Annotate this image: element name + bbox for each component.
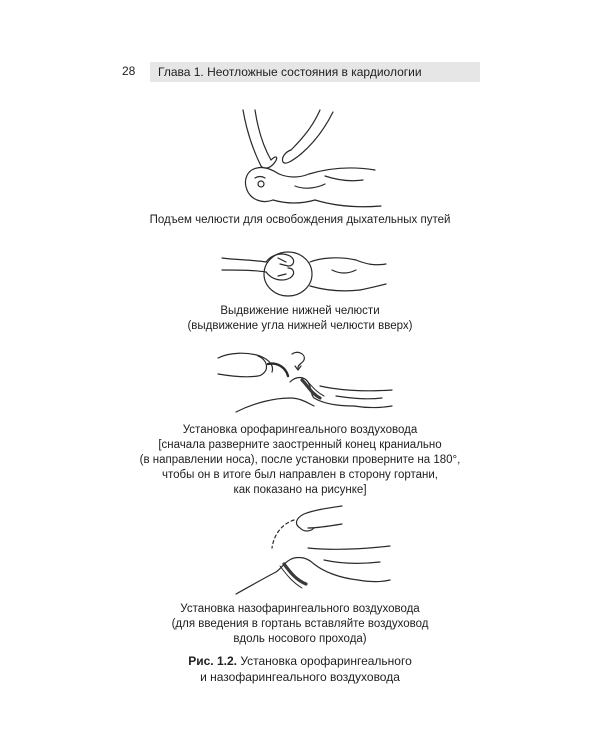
figure-caption — [100, 653, 500, 685]
caption-line: (в направлении носа), после установки проверните на 180°, — [139, 454, 461, 466]
caption-jaw-lift — [100, 213, 500, 228]
caption-line: вдоль носового прохода) — [233, 633, 367, 645]
illustration-jaw-lift — [225, 108, 385, 213]
caption-nasopharyngeal — [100, 602, 500, 647]
caption-oropharyngeal — [100, 423, 500, 498]
chapter-title: Глава 1. Неотложные состояния в кардиологии — [158, 65, 422, 79]
figure-caption-line1: Установка орофарингеального — [240, 654, 412, 668]
figure-label: Рис. 1.2. — [188, 654, 237, 668]
caption-line: (для введения в гортань вставляйте воздуховод — [171, 618, 429, 630]
caption-line: как показано на рисунке] — [233, 484, 367, 496]
page-number: 28 — [122, 64, 136, 78]
caption-jaw-thrust — [100, 304, 500, 334]
illustration-jaw-thrust — [220, 240, 390, 302]
illustration-oropharyngeal-airway — [216, 346, 396, 418]
caption-line: Выдвижение нижней челюсти — [220, 305, 380, 317]
caption-line: Установка орофарингеального воздуховода — [182, 424, 418, 436]
illustration-nasopharyngeal-airway — [224, 502, 394, 600]
caption-line: чтобы он в итоге был направлен в сторону гортани, — [162, 469, 438, 481]
caption-line: Установка назофарингеального воздуховода — [180, 603, 420, 615]
caption-line: [сначала разверните заостренный конец краниально — [158, 439, 442, 451]
caption-line: Подъем челюсти для освобождения дыхательных путей — [149, 214, 451, 226]
caption-line: (выдвижение угла нижней челюсти вверх) — [187, 320, 413, 332]
figure-caption-line2: и назофарингеального воздуховода — [200, 670, 400, 684]
running-header — [120, 62, 480, 84]
chapter-band — [150, 62, 480, 82]
